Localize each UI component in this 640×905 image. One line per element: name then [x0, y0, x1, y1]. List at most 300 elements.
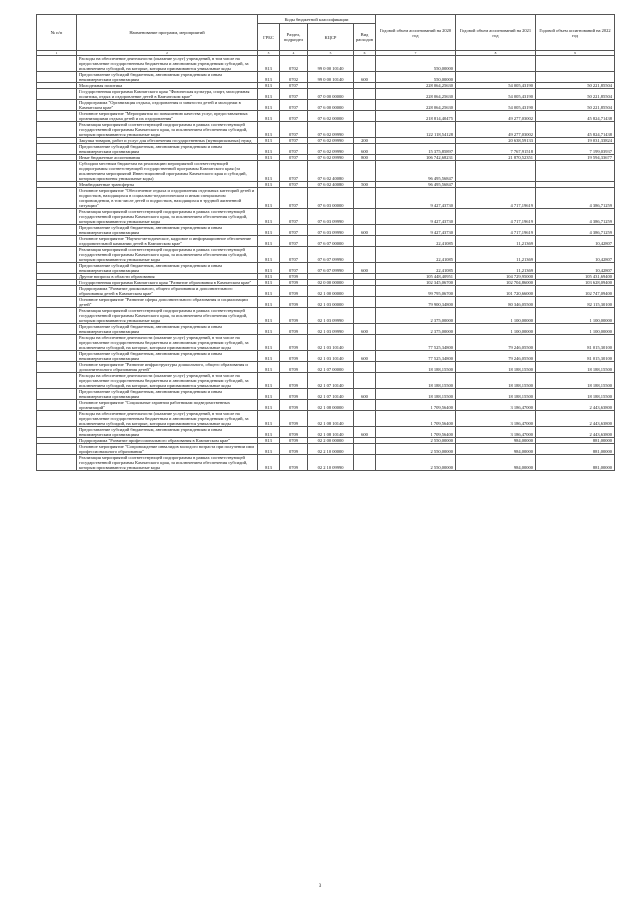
column-number: 6 [354, 51, 376, 56]
row-value-2020: 96 495,56847 [376, 182, 456, 188]
table-row [37, 455, 615, 471]
row-name: Реализация мероприятий соответствующей подпрограммы в рамках соответствующей государственной программы Камчатского края, за исключением обеспечения субсидий, которым присваиваются уникальные коды [77, 455, 258, 471]
row-value-2020: 22,41085 [376, 263, 456, 274]
row-value-2022: 7 199,03937 [536, 144, 615, 155]
row-number [37, 400, 77, 411]
row-grbs: 813 [258, 155, 280, 161]
row-name: Предоставление субсидий бюджетным, автономным учреждениям и иным некоммерческим организациям [77, 144, 258, 155]
row-grbs: 813 [258, 56, 280, 72]
table-row [37, 411, 615, 427]
row-grbs: 813 [258, 188, 280, 209]
row-csr: 02 2 10 00000 [308, 444, 354, 455]
row-name: Государственная программа Камчатского края "Развитие образования в Камчатском крае" [77, 280, 258, 286]
row-name: Подпрограмма "Организация отдыха, оздоровления и занятости детей и молодежи в Камчатском крае" [77, 100, 258, 111]
row-value-2022: 10,42807 [536, 263, 615, 274]
row-name: Основное мероприятие "Обеспечение отдыха и оздоровления отдельных категорий детей и подростков, находящихся в социально-педагогическом и иным специальном сопровождении, в том числе детей и подростков, находящихся в трудной жизненной ситуации" [77, 188, 258, 209]
row-value-2021: 102 704,86000 [456, 280, 536, 286]
row-value-2022: 50 221,85504 [536, 83, 615, 89]
row-value-2021 [456, 56, 536, 72]
row-csr: 07 6 02 09990 [308, 138, 354, 144]
row-value-2020: 106 742,68231 [376, 155, 456, 161]
row-number [37, 188, 77, 209]
row-value-2021: 54 005,43190 [456, 100, 536, 111]
row-name: Предоставление субсидий бюджетным, автономным учреждениям и иным некоммерческим организациям [77, 263, 258, 274]
row-grbs: 813 [258, 427, 280, 438]
row-razdel: 0707 [280, 188, 308, 209]
row-value-2022: 19 594,33677 [536, 155, 615, 161]
row-vr [354, 411, 376, 427]
row-grbs: 813 [258, 411, 280, 427]
row-vr [354, 209, 376, 225]
row-value-2020: 1 709,56400 [376, 427, 456, 438]
row-csr: 02 1 07 10140 [308, 389, 354, 400]
row-grbs: 813 [258, 72, 280, 83]
row-number [37, 209, 77, 225]
row-name: Иные бюджетные ассигнования [77, 155, 258, 161]
row-vr [354, 161, 376, 182]
row-number [37, 411, 77, 427]
table-row [37, 161, 615, 182]
row-value-2020: 79 900,34800 [376, 297, 456, 308]
row-csr: 07 6 02 09990 [308, 144, 354, 155]
column-number: 8 [456, 51, 536, 56]
row-number [37, 122, 77, 138]
column-number: 1 [37, 51, 77, 56]
row-value-2021: 18 188,15500 [456, 362, 536, 373]
row-name: Основное мероприятие "Сопровождение инвалидов молодого возраста при получении ими профессионального образования" [77, 444, 258, 455]
table-row [37, 155, 615, 161]
table-row [37, 89, 615, 100]
page-number: 3 [318, 884, 322, 889]
row-name: Другие вопросы в области образования [77, 274, 258, 280]
row-grbs: 813 [258, 161, 280, 182]
table-row [37, 438, 615, 444]
row-razdel: 0707 [280, 161, 308, 182]
col-header-2021: Годовой объем ассигнований на 2021 год [456, 15, 536, 51]
row-grbs: 813 [258, 144, 280, 155]
row-razdel: 0707 [280, 100, 308, 111]
row-value-2021: 79 246,05500 [456, 335, 536, 351]
row-value-2020: 18 188,15500 [376, 362, 456, 373]
row-value-2020: 9 427,43730 [376, 188, 456, 209]
row-name: Реализация мероприятий соответствующей подпрограммы в рамках соответствующей государственной программы Камчатского края, за исключением обеспечения субсидий, которым присваиваются уникальные коды [77, 209, 258, 225]
table-row [37, 72, 615, 83]
row-razdel: 0707 [280, 247, 308, 263]
row-value-2020: 9 427,43730 [376, 225, 456, 236]
row-csr: 02 1 07 10140 [308, 373, 354, 389]
row-value-2021: 49 277,03002 [456, 122, 536, 138]
row-value-2021: 101 720,66000 [456, 286, 536, 297]
row-number [37, 286, 77, 297]
row-value-2022: 81 015,30100 [536, 351, 615, 362]
row-razdel: 0707 [280, 236, 308, 247]
row-name: Предоставление субсидий бюджетным, автономным учреждениям и иным некоммерческим организациям [77, 427, 258, 438]
row-number [37, 247, 77, 263]
row-value-2022: 19 031,33824 [536, 138, 615, 144]
row-csr: 99 0 00 10140 [308, 72, 354, 83]
row-vr: 600 [354, 263, 376, 274]
row-name: Предоставление субсидий бюджетным, автономным учреждениям и иным некоммерческим организациям [77, 389, 258, 400]
table-row [37, 389, 615, 400]
row-number [37, 324, 77, 335]
table-row [37, 188, 615, 209]
table-row [37, 400, 615, 411]
row-grbs: 813 [258, 236, 280, 247]
row-name: Предоставление субсидий бюджетным, автономным учреждениям и иным некоммерческим организациям [77, 72, 258, 83]
row-value-2020: 2 375,00000 [376, 324, 456, 335]
row-value-2022: 50 221,85504 [536, 100, 615, 111]
row-csr: 02 2 10 09990 [308, 455, 354, 471]
row-vr: 200 [354, 138, 376, 144]
col-header-2020: Годовой объем ассигнований на 2020 год [376, 15, 456, 51]
row-value-2020: 9 427,43730 [376, 209, 456, 225]
row-razdel: 0707 [280, 122, 308, 138]
row-vr: 800 [354, 155, 376, 161]
row-value-2022: 2 443,63800 [536, 411, 615, 427]
row-razdel: 0709 [280, 427, 308, 438]
row-csr: 07 6 02 40080 [308, 182, 354, 188]
table-row [37, 225, 615, 236]
row-vr [354, 455, 376, 471]
row-value-2021: 49 277,03002 [456, 111, 536, 122]
column-number: 9 [536, 51, 615, 56]
row-value-2022: 45 824,71438 [536, 122, 615, 138]
row-csr: 99 0 00 10140 [308, 56, 354, 72]
row-value-2020: 2 375,00000 [376, 308, 456, 324]
row-grbs: 813 [258, 122, 280, 138]
col-header-csr: КЦСР [308, 24, 354, 51]
row-value-2021: 54 005,43190 [456, 83, 536, 89]
row-value-2021: 11,21369 [456, 247, 536, 263]
row-number [37, 263, 77, 274]
row-value-2022: 45 824,71438 [536, 111, 615, 122]
row-grbs: 813 [258, 324, 280, 335]
row-name: Подпрограмма "Развитие профессионального образования в Камчатском крае" [77, 438, 258, 444]
row-value-2020: 228 064,25630 [376, 83, 456, 89]
row-csr: 07 6 07 09990 [308, 263, 354, 274]
table-row [37, 286, 615, 297]
row-grbs: 813 [258, 138, 280, 144]
row-vr: 500 [354, 182, 376, 188]
row-value-2021: 79 246,05500 [456, 351, 536, 362]
row-value-2022: 102 747,09400 [536, 286, 615, 297]
row-grbs: 813 [258, 247, 280, 263]
row-value-2020: 2 550,00000 [376, 444, 456, 455]
table-row [37, 247, 615, 263]
row-name: Закупка товаров, работ и услуг для обеспечения государственных (муниципальных) нужд [77, 138, 258, 144]
row-csr: 07 0 00 00000 [308, 89, 354, 100]
row-razdel: 0709 [280, 455, 308, 471]
table-row [37, 56, 615, 72]
row-value-2021: 3 186,47000 [456, 427, 536, 438]
budget-table [36, 14, 615, 471]
row-name: Межбюджетные трансферты [77, 182, 258, 188]
row-razdel: 0709 [280, 351, 308, 362]
row-vr: 600 [354, 389, 376, 400]
row-name: Основное мероприятие "Мероприятия по повышению качества услуг, предоставляемых организациями отдыха детей и их оздоровления" [77, 111, 258, 122]
row-csr: 02 1 08 10140 [308, 427, 354, 438]
row-name: Предоставление субсидий бюджетным, автономным учреждениям и иным некоммерческим организациям [77, 225, 258, 236]
row-value-2021: 11,21369 [456, 236, 536, 247]
table-row [37, 144, 615, 155]
row-value-2022: 18 188,15500 [536, 373, 615, 389]
table-row [37, 351, 615, 362]
row-value-2022: 10,42807 [536, 247, 615, 263]
col-header-name: Наименование программ, мероприятий [77, 15, 258, 51]
row-number [37, 351, 77, 362]
row-value-2022: 4 386,71259 [536, 209, 615, 225]
row-vr [354, 373, 376, 389]
row-value-2020: 1 709,56400 [376, 400, 456, 411]
row-vr [354, 236, 376, 247]
row-value-2021: 4 717,19619 [456, 225, 536, 236]
row-vr [354, 188, 376, 209]
row-grbs: 813 [258, 225, 280, 236]
row-grbs: 813 [258, 111, 280, 122]
row-value-2021: 20 638,59133 [456, 138, 536, 144]
row-grbs: 813 [258, 335, 280, 351]
row-value-2021: 4 717,19619 [456, 209, 536, 225]
row-vr [354, 444, 376, 455]
row-value-2021: 1 100,00000 [456, 324, 536, 335]
row-value-2020: 218 814,40475 [376, 111, 456, 122]
row-value-2020: 122 118,54128 [376, 122, 456, 138]
row-csr: 07 6 02 09990 [308, 155, 354, 161]
row-grbs: 813 [258, 89, 280, 100]
column-number: 7 [376, 51, 456, 56]
row-razdel: 0707 [280, 89, 308, 100]
row-number [37, 308, 77, 324]
row-razdel: 0707 [280, 263, 308, 274]
row-value-2020: 1 709,56400 [376, 411, 456, 427]
row-value-2021: 984,00000 [456, 455, 536, 471]
row-csr: 02 1 03 09990 [308, 308, 354, 324]
column-number: 3 [258, 51, 280, 56]
row-grbs: 813 [258, 438, 280, 444]
column-number: 5 [308, 51, 354, 56]
row-number [37, 335, 77, 351]
row-csr: 07 6 00 00000 [308, 100, 354, 111]
row-number [37, 362, 77, 373]
row-razdel: 0709 [280, 308, 308, 324]
col-header-vr: Вид расходов [354, 24, 376, 51]
row-value-2020: 96 495,56847 [376, 161, 456, 182]
row-razdel: 0709 [280, 297, 308, 308]
row-grbs: 813 [258, 263, 280, 274]
col-header-codes: Коды бюджетной классификации [258, 15, 376, 24]
row-value-2020: 22,41085 [376, 247, 456, 263]
table-row [37, 335, 615, 351]
row-grbs: 813 [258, 362, 280, 373]
row-value-2022: 1 100,00000 [536, 308, 615, 324]
table-row [37, 373, 615, 389]
row-vr: 600 [354, 144, 376, 155]
row-razdel: 0707 [280, 83, 308, 89]
row-value-2022: 18 188,15500 [536, 362, 615, 373]
table-row [37, 324, 615, 335]
header-row-1 [37, 15, 615, 24]
row-name: Основное мероприятие "Научно-методическое, кадровое и информационное обеспечение оздоровительной кампании детей в Камчатском крае" [77, 236, 258, 247]
row-csr: 07 6 03 09990 [308, 225, 354, 236]
row-csr: 02 1 08 10140 [308, 411, 354, 427]
row-grbs: 813 [258, 83, 280, 89]
row-razdel: 0709 [280, 274, 308, 280]
row-razdel: 0709 [280, 335, 308, 351]
row-name: Расходы на обеспечение деятельности (оказание услуг) учреждений, в том числе на предоставление государственным бюджетным и автономным учреждениям субсидий, за исключением субсидий, на которые, которым присваиваются уникальные коды [77, 335, 258, 351]
row-grbs: 813 [258, 373, 280, 389]
row-value-2021: 984,00000 [456, 438, 536, 444]
row-csr: 07 6 03 00000 [308, 188, 354, 209]
row-value-2022: 2 443,63800 [536, 427, 615, 438]
column-number: 2 [77, 51, 258, 56]
row-vr [354, 56, 376, 72]
row-number [37, 455, 77, 471]
row-vr [354, 122, 376, 138]
row-value-2021: 104 729,95000 [456, 274, 536, 280]
row-name: Предоставление субсидий бюджетным, автономным учреждениям и иным некоммерческим организациям [77, 324, 258, 335]
row-value-2020: 77 525,34800 [376, 351, 456, 362]
row-value-2020: 2 550,00000 [376, 438, 456, 444]
row-grbs: 813 [258, 389, 280, 400]
row-vr: 600 [354, 351, 376, 362]
row-razdel: 0709 [280, 362, 308, 373]
table-row [37, 236, 615, 247]
row-value-2022 [536, 161, 615, 182]
table-row [37, 138, 615, 144]
row-name: Реализация мероприятий соответствующей подпрограммы в рамках соответствующей государственной программы Камчатского края, за исключением обеспечения субсидий, которым присваиваются уникальные коды [77, 247, 258, 263]
row-vr [354, 247, 376, 263]
row-razdel: 0707 [280, 111, 308, 122]
column-number: 4 [280, 51, 308, 56]
row-value-2021: 4 717,19619 [456, 188, 536, 209]
row-value-2021: 984,00000 [456, 444, 536, 455]
row-vr [354, 362, 376, 373]
row-csr: 02 1 08 00000 [308, 400, 354, 411]
row-razdel: 0707 [280, 209, 308, 225]
row-number [37, 427, 77, 438]
row-name: Подпрограмма "Развитие дошкольного, общего образования и дополнительного образования детей в Камчатском крае" [77, 286, 258, 297]
row-csr: 07 6 02 09990 [308, 122, 354, 138]
row-number [37, 373, 77, 389]
row-value-2020: 22,41085 [376, 236, 456, 247]
row-value-2022: 2 443,63800 [536, 400, 615, 411]
row-value-2022: 10,42807 [536, 236, 615, 247]
row-razdel: 0709 [280, 444, 308, 455]
row-value-2020: 228 064,25630 [376, 100, 456, 111]
col-header-2022: Годовой объем ассигнований на 2022 год [536, 15, 615, 51]
row-value-2022: 881,00000 [536, 438, 615, 444]
row-grbs: 813 [258, 209, 280, 225]
row-csr: 02 0 00 00000 [308, 280, 354, 286]
row-razdel: 0707 [280, 138, 308, 144]
col-header-razdel: Раздел, подраздел [280, 24, 308, 51]
row-name: Предоставление субсидий бюджетным, автономным учреждениям и иным некоммерческим организациям [77, 351, 258, 362]
row-razdel: 0709 [280, 411, 308, 427]
row-razdel: 0709 [280, 438, 308, 444]
row-value-2020: 105 448,40951 [376, 274, 456, 280]
table-row [37, 427, 615, 438]
row-vr: 600 [354, 72, 376, 83]
row-value-2022: 881,00000 [536, 444, 615, 455]
row-vr: 600 [354, 225, 376, 236]
col-header-grbs: ГРБС [258, 24, 280, 51]
row-vr [354, 111, 376, 122]
table-row [37, 444, 615, 455]
row-number [37, 100, 77, 111]
row-value-2021: 21 870,52351 [456, 155, 536, 161]
row-razdel: 0709 [280, 373, 308, 389]
row-value-2020: 550,00000 [376, 56, 456, 72]
row-name: Расходы на обеспечение деятельности (оказание услуг) учреждений, в том числе на предоставление государственным бюджетным и автономным учреждениям субсидий, за исключением субсидий, на которые, которым присваиваются уникальные коды [77, 411, 258, 427]
row-name: Основное мероприятие "Развитие сферы дополнительного образования и социализации детей" [77, 297, 258, 308]
row-csr: 07 6 02 40080 [308, 161, 354, 182]
row-grbs: 813 [258, 182, 280, 188]
row-value-2021: 7 767,91518 [456, 144, 536, 155]
row-grbs: 813 [258, 280, 280, 286]
row-razdel: 0709 [280, 286, 308, 297]
row-number [37, 444, 77, 455]
row-value-2022: 50 221,85504 [536, 89, 615, 100]
row-grbs: 813 [258, 308, 280, 324]
row-value-2020: 15 375,85897 [376, 144, 456, 155]
row-value-2020: 99 795,06700 [376, 286, 456, 297]
row-razdel: 0707 [280, 182, 308, 188]
row-number [37, 297, 77, 308]
row-vr [354, 297, 376, 308]
row-number [37, 72, 77, 83]
row-vr [354, 89, 376, 100]
row-name: Субсидии местным бюджетам на реализацию мероприятий соответствующей подпрограммы соответствующей государственной программы Камчатского края (за исключением мероприятий Инвестиционной программы Камчатского края и субсидий, которым присвоены уникальные коды) [77, 161, 258, 182]
row-value-2021 [456, 72, 536, 83]
row-name: Расходы на обеспечение деятельности (оказание услуг) учреждений, в том числе на предоставление государственным бюджетным и автономным учреждениям субсидий, за исключением субсидий, на которые, которым присваиваются уникальные коды [77, 56, 258, 72]
row-csr: 02 1 03 00000 [308, 297, 354, 308]
row-number [37, 89, 77, 100]
row-razdel: 0707 [280, 155, 308, 161]
table-row [37, 122, 615, 138]
row-name: Государственная программа Камчатского края "Физическая культура, спорт, молодежная политика, отдых и оздоровление детей в Камчатском крае" [77, 89, 258, 100]
row-vr [354, 100, 376, 111]
table-row [37, 111, 615, 122]
row-grbs: 813 [258, 100, 280, 111]
row-value-2022: 105 431,69400 [536, 274, 615, 280]
row-csr: 02 1 03 09990 [308, 324, 354, 335]
row-csr: 02 2 00 00000 [308, 438, 354, 444]
row-number [37, 111, 77, 122]
row-vr [354, 308, 376, 324]
row-value-2021: 18 188,15500 [456, 389, 536, 400]
row-value-2021: 54 005,43190 [456, 89, 536, 100]
row-razdel: 0707 [280, 225, 308, 236]
row-razdel: 0709 [280, 280, 308, 286]
row-vr [354, 286, 376, 297]
row-value-2020: 2 550,00000 [376, 455, 456, 471]
table-row [37, 362, 615, 373]
table-row [37, 280, 615, 286]
table-row [37, 263, 615, 274]
row-csr: 07 6 07 00000 [308, 236, 354, 247]
row-name: Реализация мероприятий соответствующей подпрограммы в рамках соответствующей государственной программы Камчатского края, за исключением обеспечения субсидий, которым присваиваются уникальные коды [77, 308, 258, 324]
table-row [37, 209, 615, 225]
row-value-2022: 4 386,71259 [536, 225, 615, 236]
col-header-number: № п/п [37, 15, 77, 51]
row-grbs: 813 [258, 444, 280, 455]
row-grbs: 813 [258, 400, 280, 411]
table-row [37, 100, 615, 111]
row-value-2022 [536, 72, 615, 83]
row-value-2022: 1 100,00000 [536, 324, 615, 335]
row-value-2021: 18 188,15500 [456, 373, 536, 389]
row-number [37, 225, 77, 236]
